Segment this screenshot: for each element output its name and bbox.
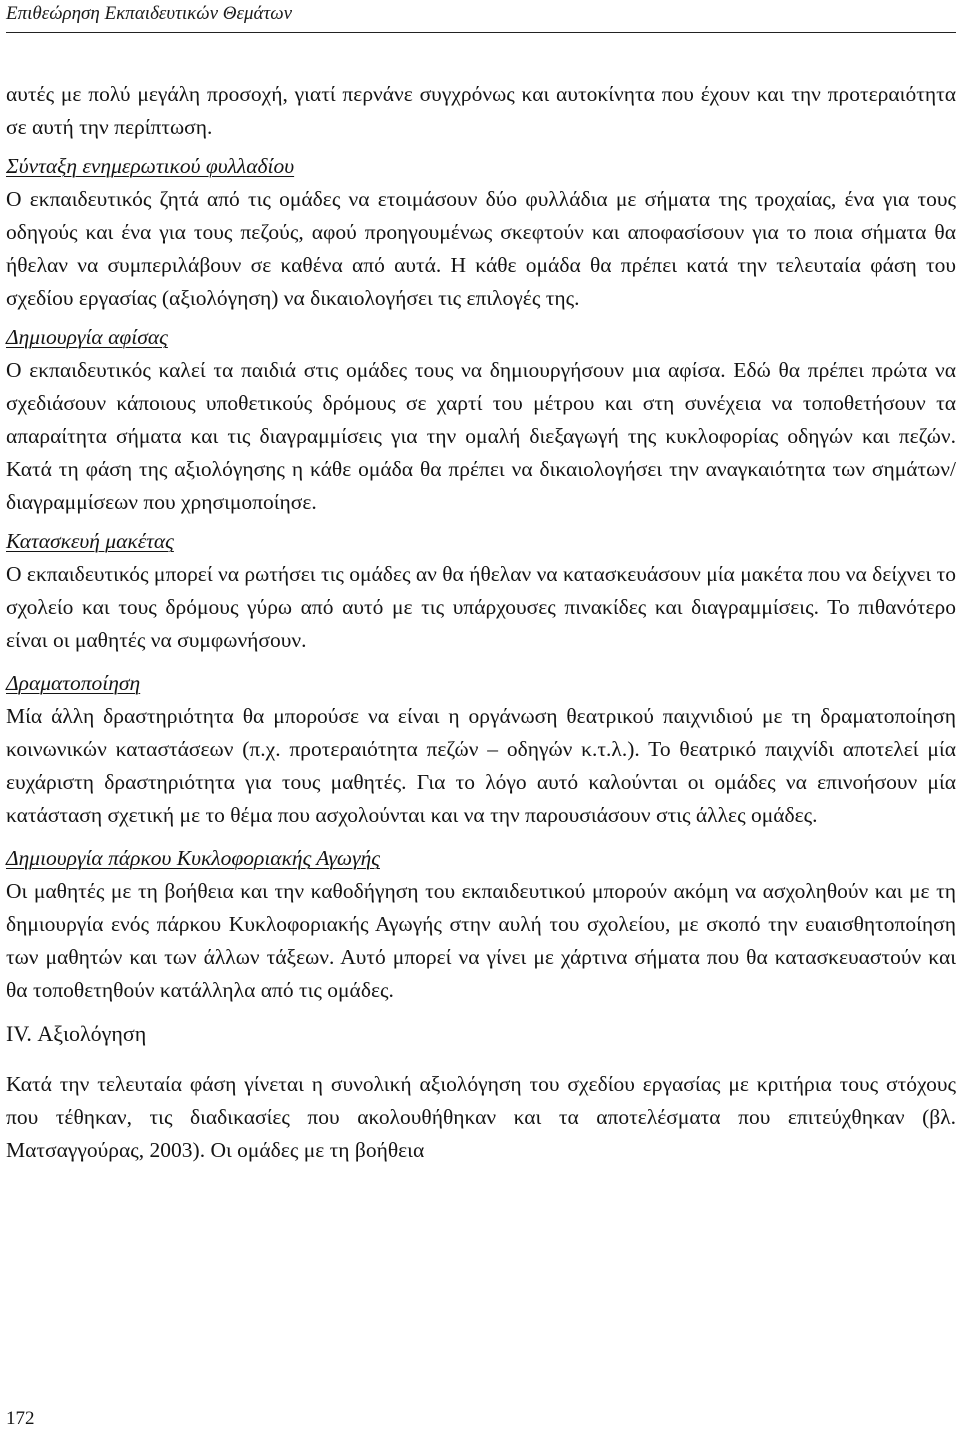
evaluation-text: Κατά την τελευταία φάση γίνεται η συνολική αξιολόγηση του σχεδίου εργασίας με κριτήρια τους στόχους που τέθηκαν, τις διαδικασίες που ακολουθήθηκαν και τα αποτελέσματα που επιτεύχθηκαν (βλ. Ματσαγγούρας, 2003). Οι ομάδες με τη βοήθεια (6, 1072, 956, 1162)
section-text: Οι μαθητές με τη βοήθεια και την καθοδήγηση του εκπαιδευτικού μπορούν ακόμη να ασχοληθούν και με τη δημιουργία ενός πάρκου Κυκλοφοριακής Αγωγής στην αυλή του σχολείου, με σκοπό την ευαισθητοποίηση των μαθητών και των άλλων τάξεων. Αυτό μπορεί να γίνει με χάρτινα σήματα που θα κατασκευαστούν και θα τοποθετηθούν κατάλληλα από τις ομάδες. (6, 879, 956, 1002)
section-traffic-park (6, 842, 956, 1007)
page-number: 172 (6, 1408, 35, 1429)
section-leaflet (6, 150, 956, 315)
section-poster (6, 321, 956, 519)
section-dramatization (6, 667, 956, 832)
page-body (6, 78, 956, 1167)
section-title: Δημιουργία αφίσας (6, 325, 168, 349)
running-header: Επιθεώρηση Εκπαιδευτικών Θεμάτων (6, 3, 293, 24)
section-text: Μία άλλη δραστηριότητα θα μπορούσε να είναι η οργάνωση θεατρικού παιχνιδιού με τη δραματοποίηση κοινωνικών καταστάσεων (π.χ. προτεραιότητα πεζών – οδηγών κ.τ.λ.). Το θεατρικό παιχνίδι αποτελεί μία ευχάριστη δραστηριότητα για τους μαθητές. Για το λόγο αυτό καλούνται οι ομάδες να επινοήσουν μία κατάσταση σχετική με το θέμα που ασχολούνται και να την παρουσιάσουν στις άλλες ομάδες. (6, 704, 956, 827)
evaluation-heading: IV. Αξιολόγηση (6, 1021, 147, 1046)
intro-paragraph: αυτές με πολύ μεγάλη προσοχή, γιατί περνάνε συγχρόνως και αυτοκίνητα που έχουν και την προτεραιότητα σε αυτή την περίπτωση. (6, 82, 956, 139)
spacer (6, 1007, 956, 1017)
section-text: Ο εκπαιδευτικός μπορεί να ρωτήσει τις ομάδες αν θα ήθελαν να κατασκευάσουν μία μακέτα που να δείχνει το σχολείο και τους δρόμους γύρω από αυτό με τις υπάρχουσες πινακίδες και διαγραμμίσεις. Το πιθανότερο είναι οι μαθητές να συμφωνήσουν. (6, 562, 956, 652)
section-text: Ο εκπαιδευτικός καλεί τα παιδιά στις ομάδες τους να δημιουργήσουν μια αφίσα. Εδώ θα πρέπει πρώτα να σχεδιάσουν κάποιους υποθετικούς δρόμους σε χαρτί του μέτρου και στη συνέχεια να τοποθετήσουν τα απαραίτητα σήματα και τις διαγραμμίσεις για την ομαλή διεξαγωγή της κυκλοφορίας οδηγών και πεζών. Κατά τη φάση της αξιολόγησης η κάθε ομάδα θα πρέπει να δικαιολογήσει την αναγκαιότητα των σημάτων/ διαγραμμίσεων που χρησιμοποίησε. (6, 358, 956, 514)
section-model (6, 525, 956, 657)
spacer (6, 832, 956, 842)
section-title: Κατασκευή μακέτας (6, 529, 174, 553)
section-text: Ο εκπαιδευτικός ζητά από τις ομάδες να ετοιμάσουν δύο φυλλάδια με σήματα της τροχαίας, ένα για τους οδηγούς και ένα για τους πεζούς, αφού προηγουμένως σκεφτούν και αποφασίσουν για το ποια σήματα θα ήθελαν να συμπεριλάβουν σε καθένα από αυτά. Η κάθε ομάδα θα πρέπει κατά την τελευταία φάση του σχεδίου εργασίας (αξιολόγηση) να δικαιολογήσει τις επιλογές της. (6, 187, 956, 310)
header-rule (6, 32, 956, 33)
spacer (6, 1050, 956, 1068)
section-title: Σύνταξη ενημερωτικού φυλλαδίου (6, 154, 295, 178)
section-title: Δημιουργία πάρκου Κυκλοφοριακής Αγωγής (6, 846, 380, 870)
spacer (6, 657, 956, 667)
section-title: Δραματοποίηση (6, 671, 141, 695)
